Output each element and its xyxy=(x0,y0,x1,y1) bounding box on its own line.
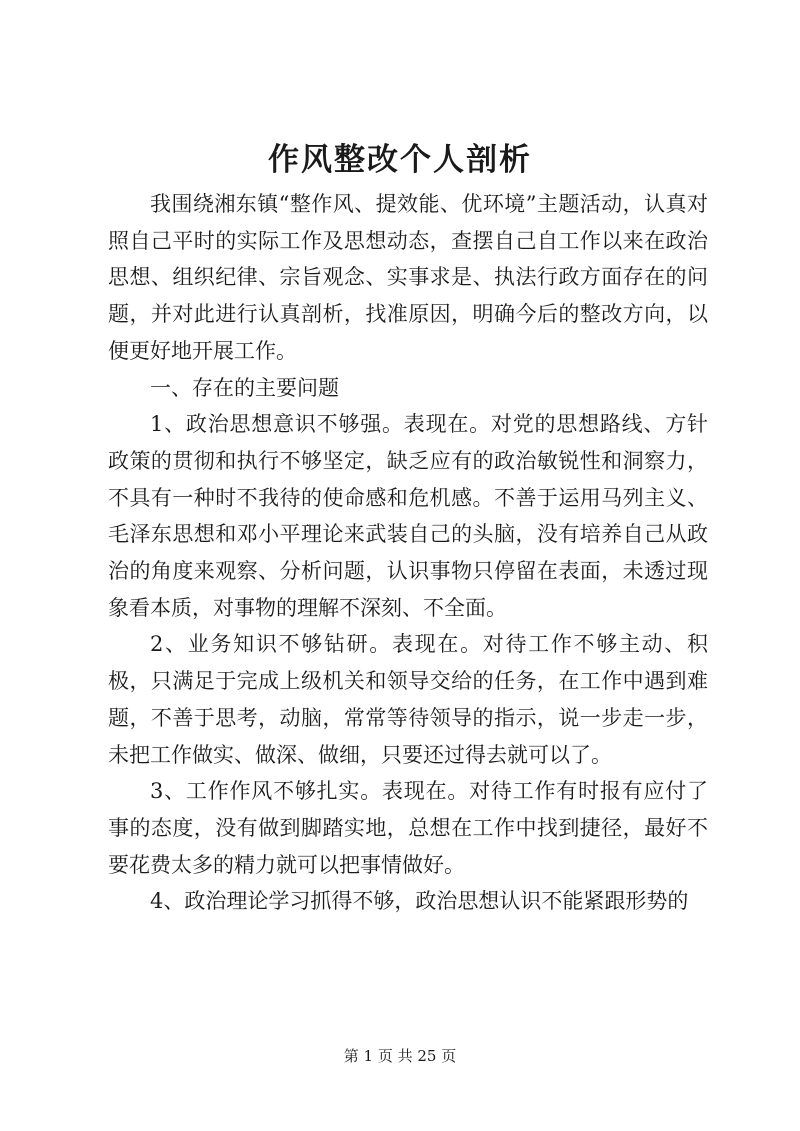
paragraph-item-2: 2、业务知识不够钻研。表现在。对待工作不够主动、积极，只满足于完成上级机关和领导交给的任务，在工作中遇到难题，不善于思考，动脑，常常等待领导的指示，说一步走一步，未把工作做实、做深、做细，只要还过得去就可以了。 xyxy=(108,632,708,767)
paragraph-item-3: 3、工作作风不够扎实。表现在。对待工作有时报有应付了事的态度，没有做到脚踏实地，总想在工作中找到捷径，最好不要花费太多的精力就可以把事情做好。 xyxy=(108,779,708,877)
document-body xyxy=(108,186,708,920)
paragraph-item-1: 1、政治思想意识不够强。表现在。对党的思想路线、方针政策的贯彻和执行不够坚定，缺乏应有的政治敏锐性和洞察力，不具有一种时不我待的使命感和危机感。不善于运用马列主义、毛泽东思想和邓小平理论来武装自己的头脑，没有培养自己从政治的角度来观察、分析问题，认识事物只停留在表面，未透过现象看本质，对事物的理解不深刻、不全面。 xyxy=(108,412,708,620)
document-title: 作风整改个人剖析 xyxy=(268,142,532,178)
paragraph-intro: 我围绕湘东镇“整作风、提效能、优环境”主题活动，认真对照自己平时的实际工作及思想动态，查摆自己自工作以来在政治思想、组织纪律、宗旨观念、实事求是、执法行政方面存在的问题，并对此进行认真剖析，找准原因，明确今后的整改方向，以便更好地开展工作。 xyxy=(108,192,708,363)
section-heading: 一、存在的主要问题 xyxy=(150,375,339,400)
paragraph-item-4: 4、政治理论学习抓得不够，政治思想认识不能紧跟形势的 xyxy=(150,889,689,914)
page-footer: 第 1 页 共 25 页 xyxy=(343,1047,457,1065)
